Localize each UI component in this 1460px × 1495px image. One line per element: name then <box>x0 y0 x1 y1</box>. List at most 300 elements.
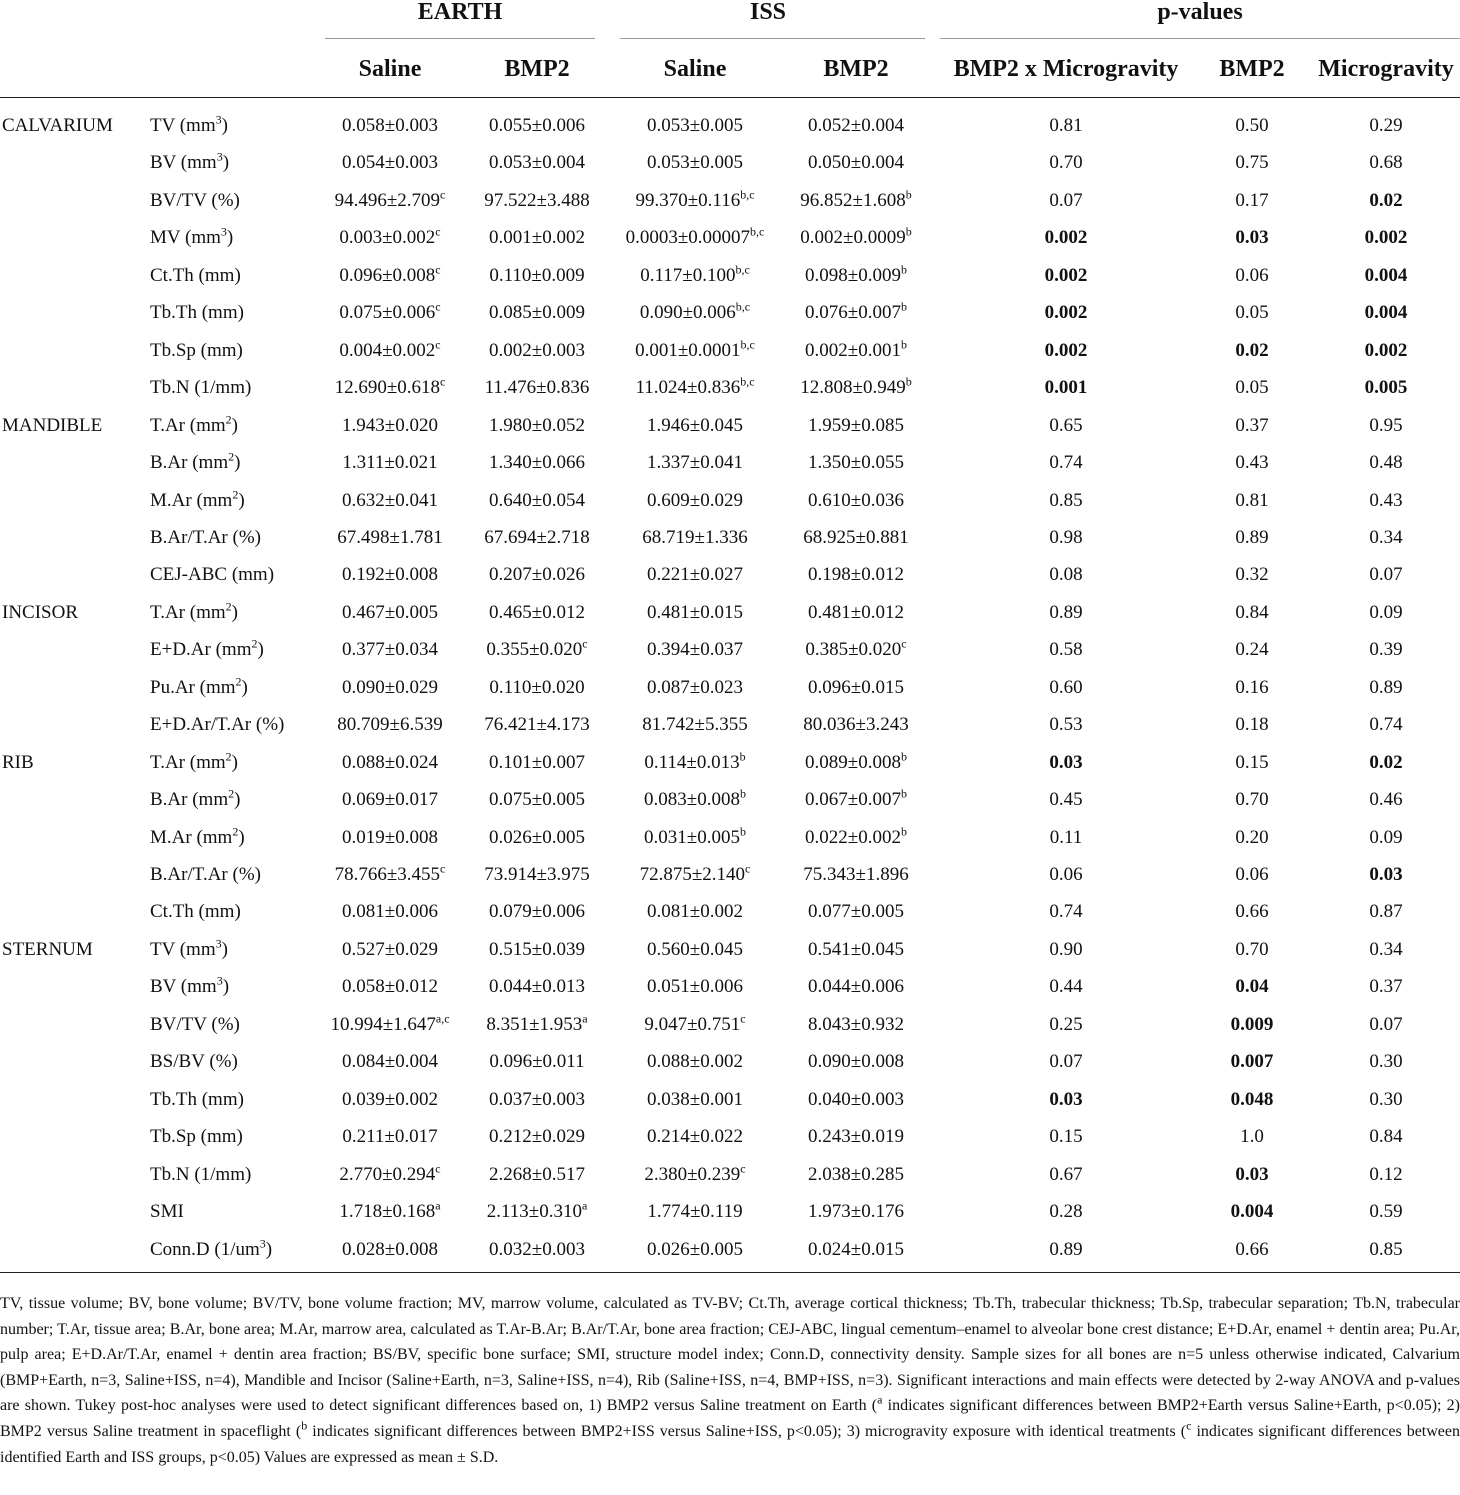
mean-sd: 0.067±0.007 <box>805 789 901 810</box>
parameter-unit-exponent: 2 <box>228 449 235 464</box>
mean-sd: 96.852±1.608 <box>800 190 906 211</box>
parameter-label <box>150 631 264 668</box>
value-iss-saline <box>640 856 751 893</box>
mean-sd: 0.081±0.002 <box>647 901 743 922</box>
parameter-name: Pu.Ar (mm <box>150 677 236 698</box>
parameter-label <box>150 1006 240 1043</box>
mean-sd: 0.085±0.009 <box>489 302 585 323</box>
value-iss-saline <box>647 631 743 668</box>
mean-sd: 67.694±2.718 <box>484 527 590 548</box>
table-row <box>0 781 1460 818</box>
parameter-unit-exponent: 2 <box>232 824 239 839</box>
parameter-unit-exponent: 3 <box>215 936 222 951</box>
p-bmp2: 0.007 <box>1230 1051 1274 1072</box>
parameter-label <box>150 744 238 781</box>
p-interaction: 0.89 <box>1049 1239 1083 1260</box>
mean-sd: 68.719±1.336 <box>642 527 748 548</box>
parameter-unit-close: ) <box>265 1239 273 1260</box>
p-microgravity: 0.87 <box>1369 901 1403 922</box>
parameter-label <box>150 1043 238 1080</box>
parameter-label <box>150 519 261 556</box>
value-iss-saline <box>640 257 750 294</box>
value-earth-saline <box>342 669 438 706</box>
value-iss-bmp2 <box>808 1156 904 1193</box>
value-iss-saline <box>644 1156 745 1193</box>
mean-sd: 0.002±0.0009 <box>800 227 906 248</box>
mean-sd: 94.496±2.709 <box>334 190 441 211</box>
parameter-unit-close: ) <box>231 602 238 623</box>
value-earth-saline <box>335 369 446 406</box>
col-header-iss-bmp2: BMP2 <box>823 56 889 82</box>
parameter-label <box>150 219 233 256</box>
value-iss-saline <box>635 182 754 219</box>
parameter-unit-close: ) <box>257 639 264 660</box>
col-header-interaction: BMP2 x Microgravity <box>953 56 1179 82</box>
value-iss-bmp2 <box>803 706 908 743</box>
p-microgravity: 0.004 <box>1364 265 1408 286</box>
p-microgravity: 0.12 <box>1369 1164 1403 1185</box>
significance-marker: b <box>900 786 907 801</box>
mean-sd: 0.0003±0.00007 <box>625 227 751 248</box>
mean-sd: 12.690±0.618 <box>334 377 441 398</box>
mean-sd: 1.943±0.020 <box>342 415 438 436</box>
value-earth-bmp2 <box>486 631 587 668</box>
value-earth-saline <box>342 594 438 631</box>
p-microgravity: 0.85 <box>1369 1239 1403 1260</box>
parameter-name: E+D.Ar/T.Ar (%) <box>150 714 285 735</box>
mean-sd: 0.058±0.003 <box>342 115 438 136</box>
mean-sd: 0.114±0.013 <box>644 752 740 773</box>
mean-sd: 1.946±0.045 <box>647 415 743 436</box>
mean-sd: 0.076±0.007 <box>805 302 901 323</box>
mean-sd: 0.026±0.005 <box>647 1239 743 1260</box>
p-bmp2: 0.89 <box>1235 527 1269 548</box>
value-earth-bmp2 <box>489 1043 584 1080</box>
p-interaction: 0.81 <box>1049 115 1083 136</box>
parameter-unit-exponent: 2 <box>251 636 258 651</box>
value-earth-bmp2 <box>489 1118 585 1155</box>
parameter-label <box>150 968 229 1005</box>
p-interaction: 0.58 <box>1049 639 1083 660</box>
mean-sd: 0.640±0.054 <box>489 490 585 511</box>
value-iss-saline <box>644 744 745 781</box>
value-earth-bmp2 <box>489 444 585 481</box>
mean-sd: 0.024±0.015 <box>808 1239 904 1260</box>
parameter-unit-exponent: 3 <box>259 1236 266 1251</box>
mean-sd: 0.028±0.008 <box>342 1239 438 1260</box>
mean-sd: 0.032±0.003 <box>489 1239 585 1260</box>
parameter-unit-exponent: 2 <box>225 749 232 764</box>
mean-sd: 1.311±0.021 <box>342 452 438 473</box>
table-row <box>0 1231 1460 1268</box>
value-iss-saline <box>647 1081 743 1118</box>
parameter-name: MV (mm <box>150 227 221 248</box>
mean-sd: 67.498±1.781 <box>337 527 443 548</box>
mean-sd: 0.560±0.045 <box>647 939 743 960</box>
mean-sd: 0.221±0.027 <box>647 564 743 585</box>
pvalues-group-underline <box>940 38 1460 39</box>
value-iss-bmp2 <box>808 144 904 181</box>
significance-marker: b <box>905 224 912 239</box>
value-earth-saline <box>342 1043 438 1080</box>
parameter-unit-exponent: 2 <box>228 786 235 801</box>
value-iss-bmp2 <box>808 968 904 1005</box>
mean-sd: 11.476±0.836 <box>484 377 590 398</box>
mean-sd: 0.031±0.005 <box>644 827 740 848</box>
parameter-name: SMI <box>150 1201 184 1222</box>
header-rule <box>0 97 1460 98</box>
significance-marker: c <box>440 861 446 876</box>
mean-sd: 0.481±0.012 <box>808 602 904 623</box>
value-earth-bmp2 <box>489 1081 585 1118</box>
mean-sd: 0.385±0.020 <box>805 639 902 660</box>
p-bmp2: 0.02 <box>1235 340 1269 361</box>
parameter-name: Conn.D (1/um <box>150 1239 260 1260</box>
value-iss-saline <box>626 219 765 256</box>
mean-sd: 2.268±0.517 <box>489 1164 585 1185</box>
value-iss-bmp2 <box>808 482 904 519</box>
value-earth-bmp2 <box>484 519 589 556</box>
mean-sd: 68.925±0.881 <box>803 527 909 548</box>
value-iss-saline <box>647 968 743 1005</box>
value-iss-saline <box>647 1043 743 1080</box>
mean-sd: 0.088±0.024 <box>342 752 438 773</box>
mean-sd: 0.101±0.007 <box>489 752 585 773</box>
p-bmp2: 0.32 <box>1235 564 1269 585</box>
significance-marker: b <box>900 262 907 277</box>
col-header-p-bmp2: BMP2 <box>1219 56 1285 82</box>
p-bmp2: 0.03 <box>1235 1164 1269 1185</box>
mean-sd: 0.117±0.100 <box>640 265 736 286</box>
p-interaction: 0.03 <box>1049 1089 1083 1110</box>
mean-sd: 1.973±0.176 <box>808 1201 904 1222</box>
value-earth-saline <box>342 631 438 668</box>
parameter-unit-close: ) <box>226 227 234 248</box>
value-earth-bmp2 <box>489 893 585 930</box>
p-microgravity: 0.09 <box>1369 827 1403 848</box>
parameter-label <box>150 332 243 369</box>
value-earth-bmp2 <box>489 1231 585 1268</box>
table-row <box>0 332 1460 369</box>
mean-sd: 0.083±0.008 <box>644 789 740 810</box>
p-interaction: 0.60 <box>1049 677 1083 698</box>
p-microgravity: 0.02 <box>1369 190 1403 211</box>
p-microgravity: 0.34 <box>1369 939 1403 960</box>
mean-sd: 1.959±0.085 <box>808 415 904 436</box>
parameter-name: Tb.Th (mm) <box>150 302 244 323</box>
mean-sd: 0.467±0.005 <box>342 602 438 623</box>
p-bmp2: 0.06 <box>1235 265 1269 286</box>
mean-sd: 0.541±0.045 <box>808 939 904 960</box>
p-bmp2: 0.15 <box>1235 752 1269 773</box>
mean-sd: 0.096±0.011 <box>489 1051 585 1072</box>
parameter-unit-close: ) <box>238 827 245 848</box>
table-row <box>0 594 1460 631</box>
parameter-name: B.Ar (mm <box>150 452 229 473</box>
p-bmp2: 0.16 <box>1235 677 1269 698</box>
parameter-label <box>150 444 240 481</box>
mean-sd: 0.610±0.036 <box>808 490 904 511</box>
mean-sd: 0.002±0.001 <box>805 340 901 361</box>
p-microgravity: 0.43 <box>1369 490 1403 511</box>
mean-sd: 9.047±0.751 <box>644 1014 741 1035</box>
p-bmp2: 0.50 <box>1235 115 1269 136</box>
mean-sd: 0.098±0.009 <box>805 265 901 286</box>
mean-sd: 0.058±0.012 <box>342 976 438 997</box>
table-row <box>0 407 1460 444</box>
mean-sd: 76.421±4.173 <box>484 714 590 735</box>
value-earth-bmp2 <box>484 706 589 743</box>
p-bmp2: 0.70 <box>1235 789 1269 810</box>
parameter-unit-exponent: 3 <box>215 112 222 127</box>
table-row <box>0 444 1460 481</box>
table-row <box>0 257 1460 294</box>
p-microgravity: 0.002 <box>1364 227 1408 248</box>
p-bmp2: 0.20 <box>1235 827 1269 848</box>
significance-marker: b <box>739 786 746 801</box>
parameter-unit-exponent: 2 <box>225 599 232 614</box>
p-microgravity: 0.004 <box>1364 302 1408 323</box>
table-row <box>0 107 1460 144</box>
parameter-label <box>150 182 240 219</box>
value-earth-saline <box>342 1118 437 1155</box>
value-earth-bmp2 <box>489 556 585 593</box>
value-iss-bmp2 <box>808 893 904 930</box>
col-header-earth-bmp2: BMP2 <box>504 56 570 82</box>
iss-group-underline <box>620 38 925 39</box>
value-earth-bmp2 <box>489 1156 585 1193</box>
p-bmp2: 0.18 <box>1235 714 1269 735</box>
table-row <box>0 931 1460 968</box>
parameter-label <box>150 407 238 444</box>
col-header-p-microgravity: Microgravity <box>1318 56 1454 82</box>
table-row <box>0 519 1460 556</box>
mean-sd: 80.709±6.539 <box>337 714 443 735</box>
significance-marker: b,c <box>735 262 750 277</box>
p-bmp2: 0.37 <box>1235 415 1269 436</box>
p-interaction: 0.11 <box>1049 827 1083 848</box>
p-interaction: 0.89 <box>1049 602 1083 623</box>
p-bmp2: 0.66 <box>1235 901 1269 922</box>
value-earth-saline <box>342 144 438 181</box>
mean-sd: 0.609±0.029 <box>647 490 743 511</box>
significance-marker: b <box>905 187 912 202</box>
value-earth-bmp2 <box>489 819 585 856</box>
significance-marker: c <box>435 1161 441 1176</box>
value-iss-saline <box>647 407 743 444</box>
value-earth-bmp2 <box>489 968 585 1005</box>
table-footnote <box>0 1291 1460 1470</box>
mean-sd: 0.053±0.004 <box>489 152 585 173</box>
parameter-label <box>150 482 245 519</box>
p-interaction: 0.74 <box>1049 901 1083 922</box>
p-bmp2: 0.43 <box>1235 452 1269 473</box>
p-interaction: 0.15 <box>1049 1126 1083 1147</box>
bone-group-label: INCISOR <box>2 602 79 623</box>
value-earth-saline <box>339 294 440 331</box>
p-bmp2: 0.70 <box>1235 939 1269 960</box>
value-iss-saline <box>644 1006 745 1043</box>
parameter-unit-exponent: 2 <box>232 487 239 502</box>
value-earth-bmp2 <box>484 856 589 893</box>
p-bmp2: 0.84 <box>1235 602 1269 623</box>
p-interaction: 0.07 <box>1049 1051 1083 1072</box>
p-bmp2: 0.03 <box>1235 227 1269 248</box>
significance-marker: c <box>440 187 446 202</box>
value-earth-saline <box>342 744 438 781</box>
mean-sd: 0.053±0.005 <box>647 152 743 173</box>
value-iss-saline <box>647 144 743 181</box>
mean-sd: 0.075±0.006 <box>339 302 436 323</box>
value-earth-saline <box>339 1193 440 1230</box>
mean-sd: 0.019±0.008 <box>342 827 438 848</box>
value-earth-saline <box>342 968 438 1005</box>
value-iss-bmp2 <box>800 219 911 256</box>
value-earth-saline <box>342 893 438 930</box>
parameter-name: Ct.Th (mm) <box>150 901 241 922</box>
p-interaction: 0.85 <box>1049 490 1083 511</box>
significance-marker: a <box>581 1198 588 1213</box>
mean-sd: 73.914±3.975 <box>484 864 590 885</box>
value-earth-saline <box>342 482 438 519</box>
parameter-name: BV (mm <box>150 152 217 173</box>
table-row <box>0 1081 1460 1118</box>
p-bmp2: 1.0 <box>1240 1126 1264 1147</box>
significance-marker: c <box>582 636 588 651</box>
value-iss-saline <box>647 1193 742 1230</box>
mean-sd: 0.211±0.017 <box>342 1126 438 1147</box>
parameter-unit-exponent: 3 <box>216 149 223 164</box>
parameter-label <box>150 294 244 331</box>
value-earth-bmp2 <box>489 781 585 818</box>
parameter-label <box>150 556 274 593</box>
p-interaction: 0.53 <box>1049 714 1083 735</box>
p-interaction: 0.07 <box>1049 190 1083 211</box>
value-earth-bmp2 <box>484 182 589 219</box>
footnote-part2: indicates significant differences between BMP2+Earth versus Saline+Earth, p<0.05); 2) BMP2 versus Saline treatment in spaceflight ( <box>0 1397 1460 1440</box>
mean-sd: 0.096±0.015 <box>808 677 904 698</box>
table-row <box>0 744 1460 781</box>
value-earth-bmp2 <box>489 594 585 631</box>
mean-sd: 0.069±0.017 <box>342 789 438 810</box>
mean-sd: 0.377±0.034 <box>342 639 438 660</box>
value-iss-saline <box>647 107 743 144</box>
parameter-name: Tb.Sp (mm) <box>150 1126 243 1147</box>
significance-marker: c <box>435 262 441 277</box>
parameter-name: E+D.Ar (mm <box>150 639 252 660</box>
mean-sd: 8.351±1.953 <box>486 1014 583 1035</box>
p-microgravity: 0.03 <box>1369 864 1403 885</box>
parameter-name: BS/BV (%) <box>150 1051 238 1072</box>
parameter-name: B.Ar/T.Ar (%) <box>150 527 261 548</box>
table-row <box>0 1193 1460 1230</box>
mean-sd: 0.192±0.008 <box>342 564 438 585</box>
parameter-name: Tb.Sp (mm) <box>150 340 243 361</box>
p-interaction: 0.002 <box>1044 227 1088 248</box>
p-microgravity: 0.29 <box>1369 115 1403 136</box>
table-row <box>0 182 1460 219</box>
significance-marker: b <box>739 824 746 839</box>
table-row <box>0 631 1460 668</box>
value-iss-bmp2 <box>805 332 907 369</box>
mean-sd: 0.037±0.003 <box>489 1089 585 1110</box>
mean-sd: 0.001±0.002 <box>489 227 585 248</box>
parameter-label <box>150 669 248 706</box>
value-earth-bmp2 <box>489 219 585 256</box>
p-interaction: 0.90 <box>1049 939 1083 960</box>
p-bmp2: 0.06 <box>1235 864 1269 885</box>
value-iss-saline <box>642 519 747 556</box>
parameter-name: T.Ar (mm <box>150 752 226 773</box>
p-microgravity: 0.07 <box>1369 564 1403 585</box>
parameter-name: B.Ar (mm <box>150 789 229 810</box>
p-bmp2: 0.24 <box>1235 639 1269 660</box>
value-iss-saline <box>647 556 743 593</box>
value-iss-saline <box>647 444 743 481</box>
p-microgravity: 0.34 <box>1369 527 1403 548</box>
parameter-label <box>150 257 241 294</box>
mean-sd: 1.340±0.066 <box>489 452 585 473</box>
value-earth-saline <box>339 257 440 294</box>
mean-sd: 8.043±0.932 <box>808 1014 904 1035</box>
mean-sd: 12.808±0.949 <box>800 377 906 398</box>
value-iss-bmp2 <box>808 1193 904 1230</box>
mean-sd: 0.054±0.003 <box>342 152 438 173</box>
value-iss-bmp2 <box>808 107 904 144</box>
value-iss-saline <box>647 594 743 631</box>
mean-sd: 0.090±0.006 <box>639 302 736 323</box>
significance-marker: b <box>900 337 907 352</box>
parameter-name: Tb.N (1/mm) <box>150 1164 252 1185</box>
p-bmp2: 0.66 <box>1235 1239 1269 1260</box>
p-interaction: 0.002 <box>1044 265 1088 286</box>
value-earth-saline <box>337 706 442 743</box>
parameter-label <box>150 819 245 856</box>
p-interaction: 0.001 <box>1044 377 1088 398</box>
mean-sd: 0.053±0.005 <box>647 115 743 136</box>
footnote-sup-a: a <box>877 1393 883 1408</box>
parameter-label <box>150 893 241 930</box>
value-earth-saline <box>342 931 438 968</box>
p-microgravity: 0.46 <box>1369 789 1403 810</box>
p-interaction: 0.06 <box>1049 864 1083 885</box>
table-row <box>0 1006 1460 1043</box>
value-iss-bmp2 <box>808 1006 904 1043</box>
value-earth-bmp2 <box>489 332 585 369</box>
value-earth-bmp2 <box>489 407 585 444</box>
mean-sd: 0.022±0.002 <box>805 827 901 848</box>
value-earth-saline <box>342 444 437 481</box>
significance-marker: c <box>435 299 441 314</box>
group-header-iss: ISS <box>749 0 787 25</box>
parameter-unit-close: ) <box>222 152 230 173</box>
parameter-unit-exponent: 2 <box>225 412 232 427</box>
mean-sd: 0.087±0.023 <box>647 677 743 698</box>
value-iss-bmp2 <box>805 631 906 668</box>
value-iss-saline <box>644 819 746 856</box>
significance-marker: b <box>900 299 907 314</box>
p-interaction: 0.44 <box>1049 976 1083 997</box>
value-earth-saline <box>342 819 438 856</box>
mean-sd: 0.090±0.008 <box>808 1051 904 1072</box>
p-interaction: 0.25 <box>1049 1014 1083 1035</box>
value-earth-saline <box>342 781 438 818</box>
col-header-earth-saline: Saline <box>358 56 422 82</box>
value-iss-bmp2 <box>805 294 907 331</box>
mean-sd: 0.051±0.006 <box>647 976 743 997</box>
value-iss-bmp2 <box>808 1081 904 1118</box>
value-earth-saline <box>339 219 440 256</box>
